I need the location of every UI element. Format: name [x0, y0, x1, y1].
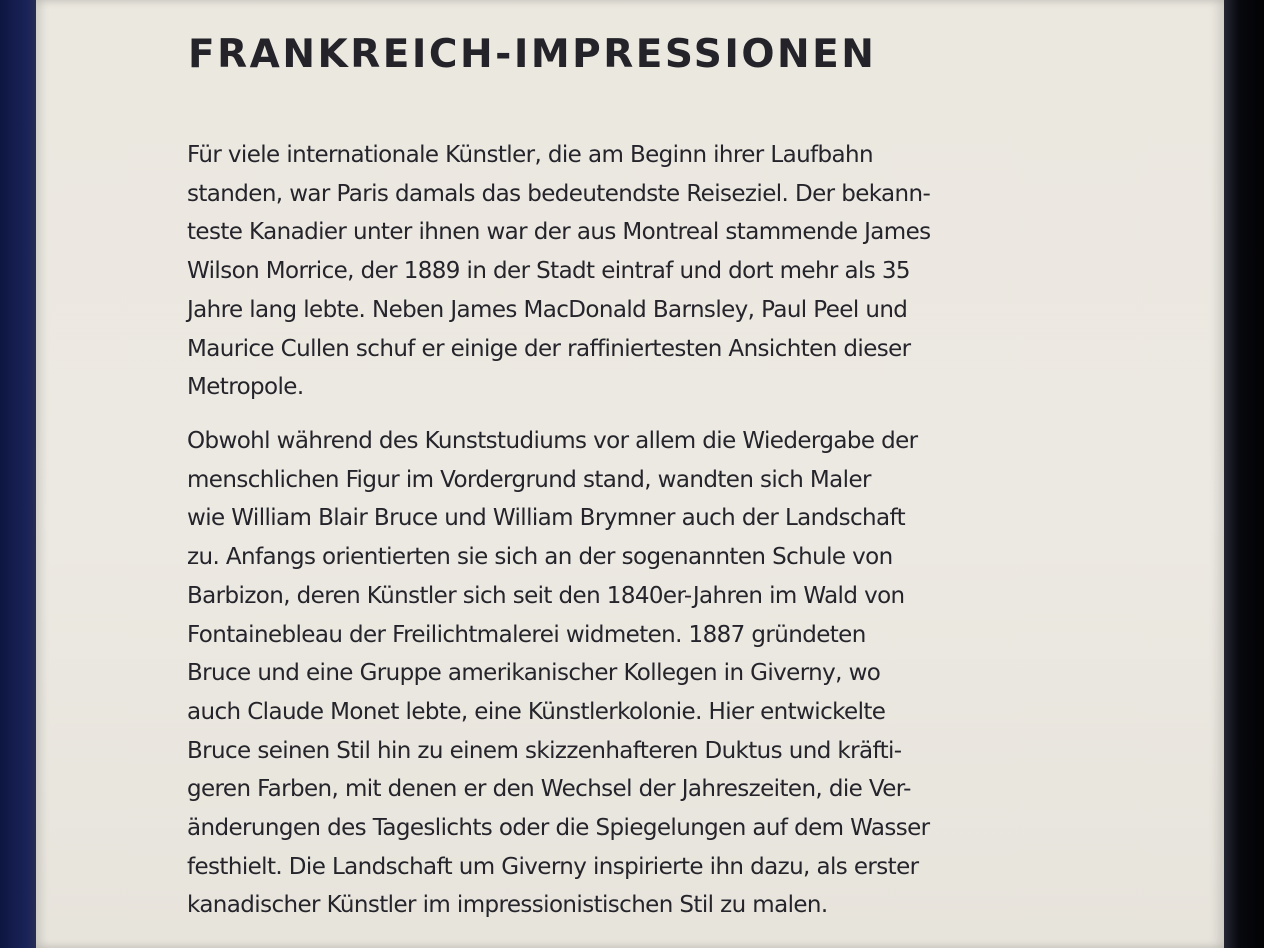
text-line: wie William Blair Bruce und William Brymner auch der Landschaft	[187, 505, 906, 532]
text-line: kanadischer Künstler im impressionistischen Stil zu malen.	[187, 892, 828, 919]
text-line: standen, war Paris damals das bedeutendste Reiseziel. Der bekann-	[187, 180, 931, 207]
text-line: auch Claude Monet lebte, eine Künstlerkolonie. Hier entwickelte	[187, 698, 886, 725]
text-line: Metropole.	[187, 374, 304, 401]
text-panel	[36, 0, 1224, 948]
wall-left-edge	[0, 0, 38, 948]
text-line: Jahre lang lebte. Neben James MacDonald Barnsley, Paul Peel und	[187, 296, 908, 323]
text-line: zu. Anfangs orientierten sie sich an der sogenannten Schule von	[187, 544, 893, 571]
text-line: festhielt. Die Landschaft um Giverny inspirierte ihn dazu, als erster	[187, 853, 919, 880]
paragraph-1	[187, 136, 931, 407]
text-line: Obwohl während des Kunststudiums vor allem die Wiedergabe der	[187, 428, 918, 454]
text-line: Wilson Morrice, der 1889 in der Stadt eintraf und dort mehr als 35	[187, 258, 910, 285]
text-line: änderungen des Tageslichts oder die Spiegelungen auf dem Wasser	[187, 815, 930, 842]
paragraph-2	[187, 422, 930, 925]
text-line: Bruce seinen Stil hin zu einem skizzenhafteren Duktus und kräfti-	[187, 737, 902, 764]
text-line: menschlichen Figur im Vordergrund stand, wandten sich Maler	[187, 466, 871, 493]
text-line: teste Kanadier unter ihnen war der aus Montreal stammende James	[187, 219, 931, 246]
text-line: Bruce und eine Gruppe amerikanischer Kollegen in Giverny, wo	[187, 660, 881, 687]
text-line: Für viele internationale Künstler, die am Beginn ihrer Laufbahn	[187, 142, 874, 168]
text-line: Fontainebleau der Freilichtmalerei widmeten. 1887 gründeten	[187, 621, 866, 648]
text-line: Maurice Cullen schuf er einige der raffiniertesten Ansichten dieser	[187, 335, 911, 362]
wall-right-edge	[1220, 0, 1264, 948]
text-line: Barbizon, deren Künstler sich seit den 1840er-Jahren im Wald von	[187, 582, 905, 609]
panel-title: FRANKREICH-IMPRESSIONEN	[188, 32, 877, 77]
text-line: geren Farben, mit denen er den Wechsel der Jahreszeiten, die Ver-	[187, 776, 911, 803]
